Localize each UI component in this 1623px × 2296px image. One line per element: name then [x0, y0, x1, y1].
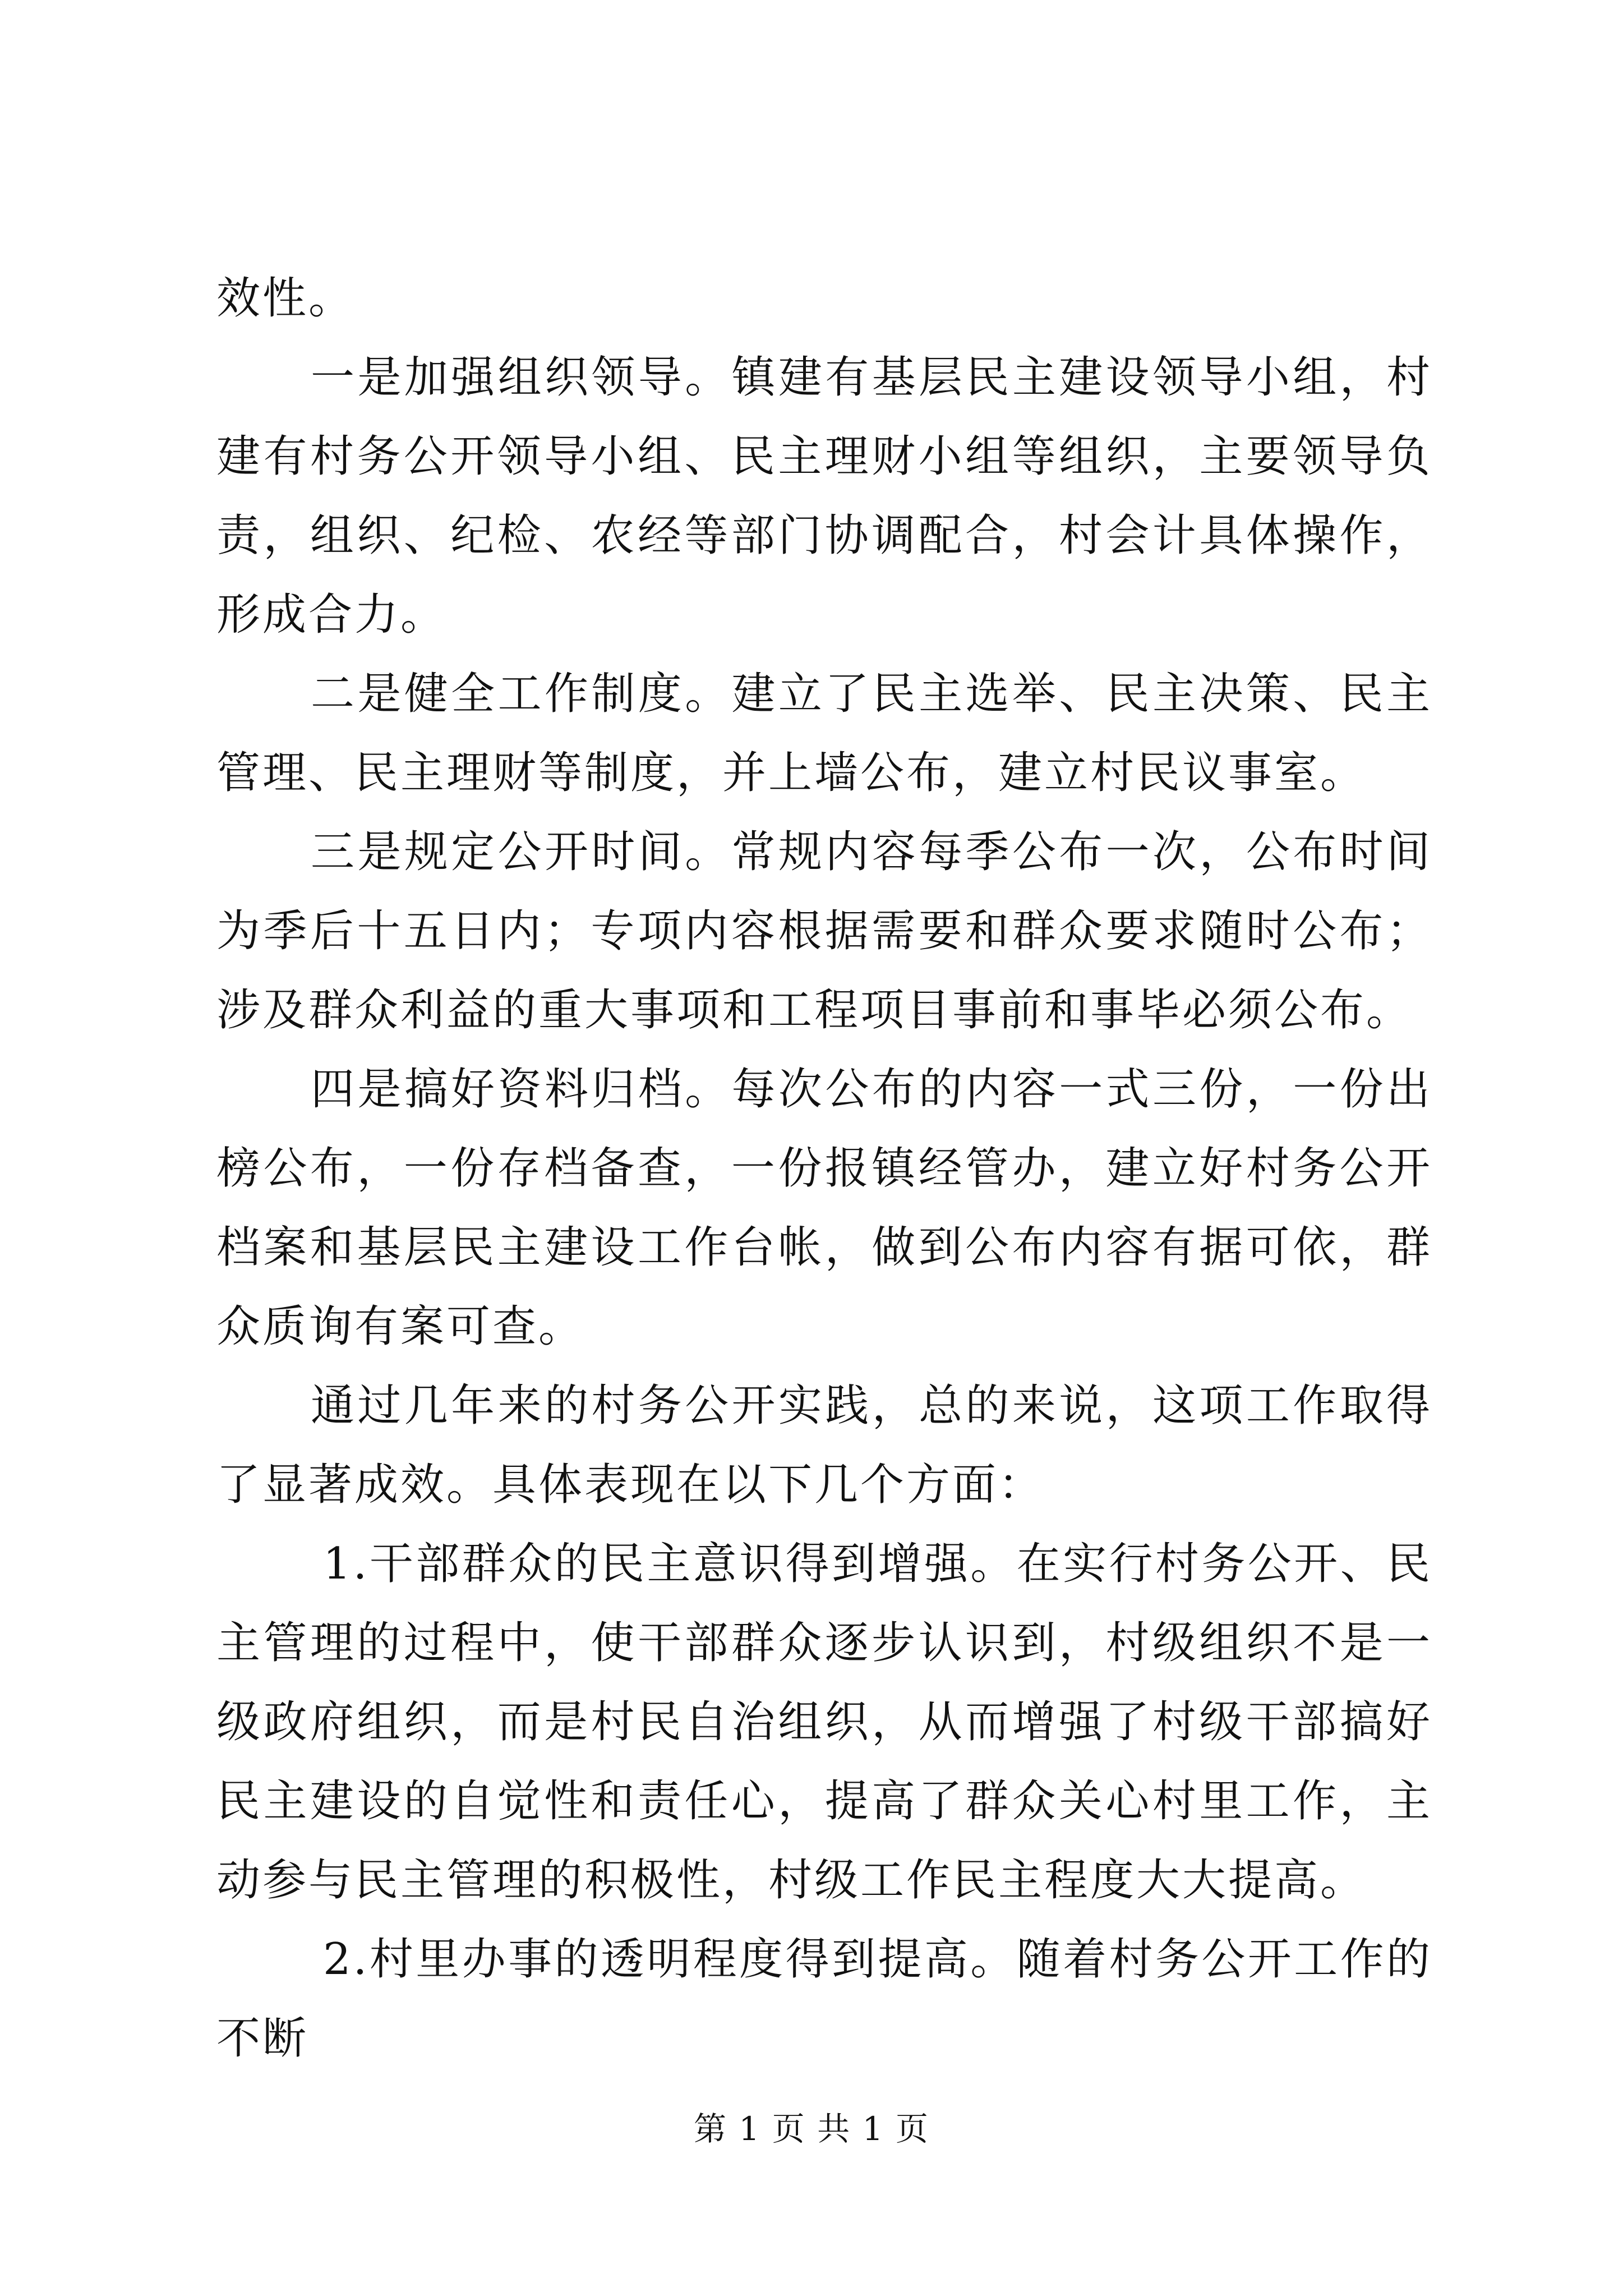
paragraph-work-system: 二是健全工作制度。建立了民主选举、民主决策、民主管理、民主理财等制度，并上墙公布，建立村民议事室。	[216, 669, 1432, 798]
paragraph-results-intro: 通过几年来的村务公开实践，总的来说，这项工作取得了显著成效。具体表现在以下几个方面：	[216, 1381, 1432, 1510]
page-footer	[0, 2106, 1623, 2151]
document-body	[216, 259, 1432, 2078]
paragraph-organization-leadership: 一是加强组织领导。镇建有基层民主建设领导小组，村建有村务公开领导小组、民主理财小组等组织，主要领导负责，组织、纪检、农经等部门协调配合，村会计具体操作，形成合力。	[216, 352, 1432, 640]
paragraph-continuation: 效性。	[216, 273, 355, 324]
paragraph-point-1: 1.干部群众的民主意识得到增强。在实行村务公开、民主管理的过程中，使干部群众逐步认识到，村级组织不是一级政府组织，而是村民自治组织，从而增强了村级干部搞好民主建设的自觉性和责任心，提高了群众关心村里工作，主动参与民主管理的积极性，村级工作民主程度大大提高。	[216, 1539, 1432, 1906]
paragraph-disclosure-time: 三是规定公开时间。常规内容每季公布一次，公布时间为季后十五日内；专项内容根据需要和群众要求随时公布；涉及群众利益的重大事项和工程项目事前和事毕必须公布。	[216, 827, 1432, 1036]
paragraph-point-2: 2.村里办事的透明程度得到提高。随着村务公开工作的不断	[216, 1934, 1432, 2064]
page-number-label: 第 1 页 共 1 页	[694, 2110, 929, 2148]
paragraph-archiving: 四是搞好资料归档。每次公布的内容一式三份，一份出榜公布，一份存档备查，一份报镇经管办，建立好村务公开档案和基层民主建设工作台帐，做到公布内容有据可依，群众质询有案可查。	[216, 1064, 1432, 1352]
